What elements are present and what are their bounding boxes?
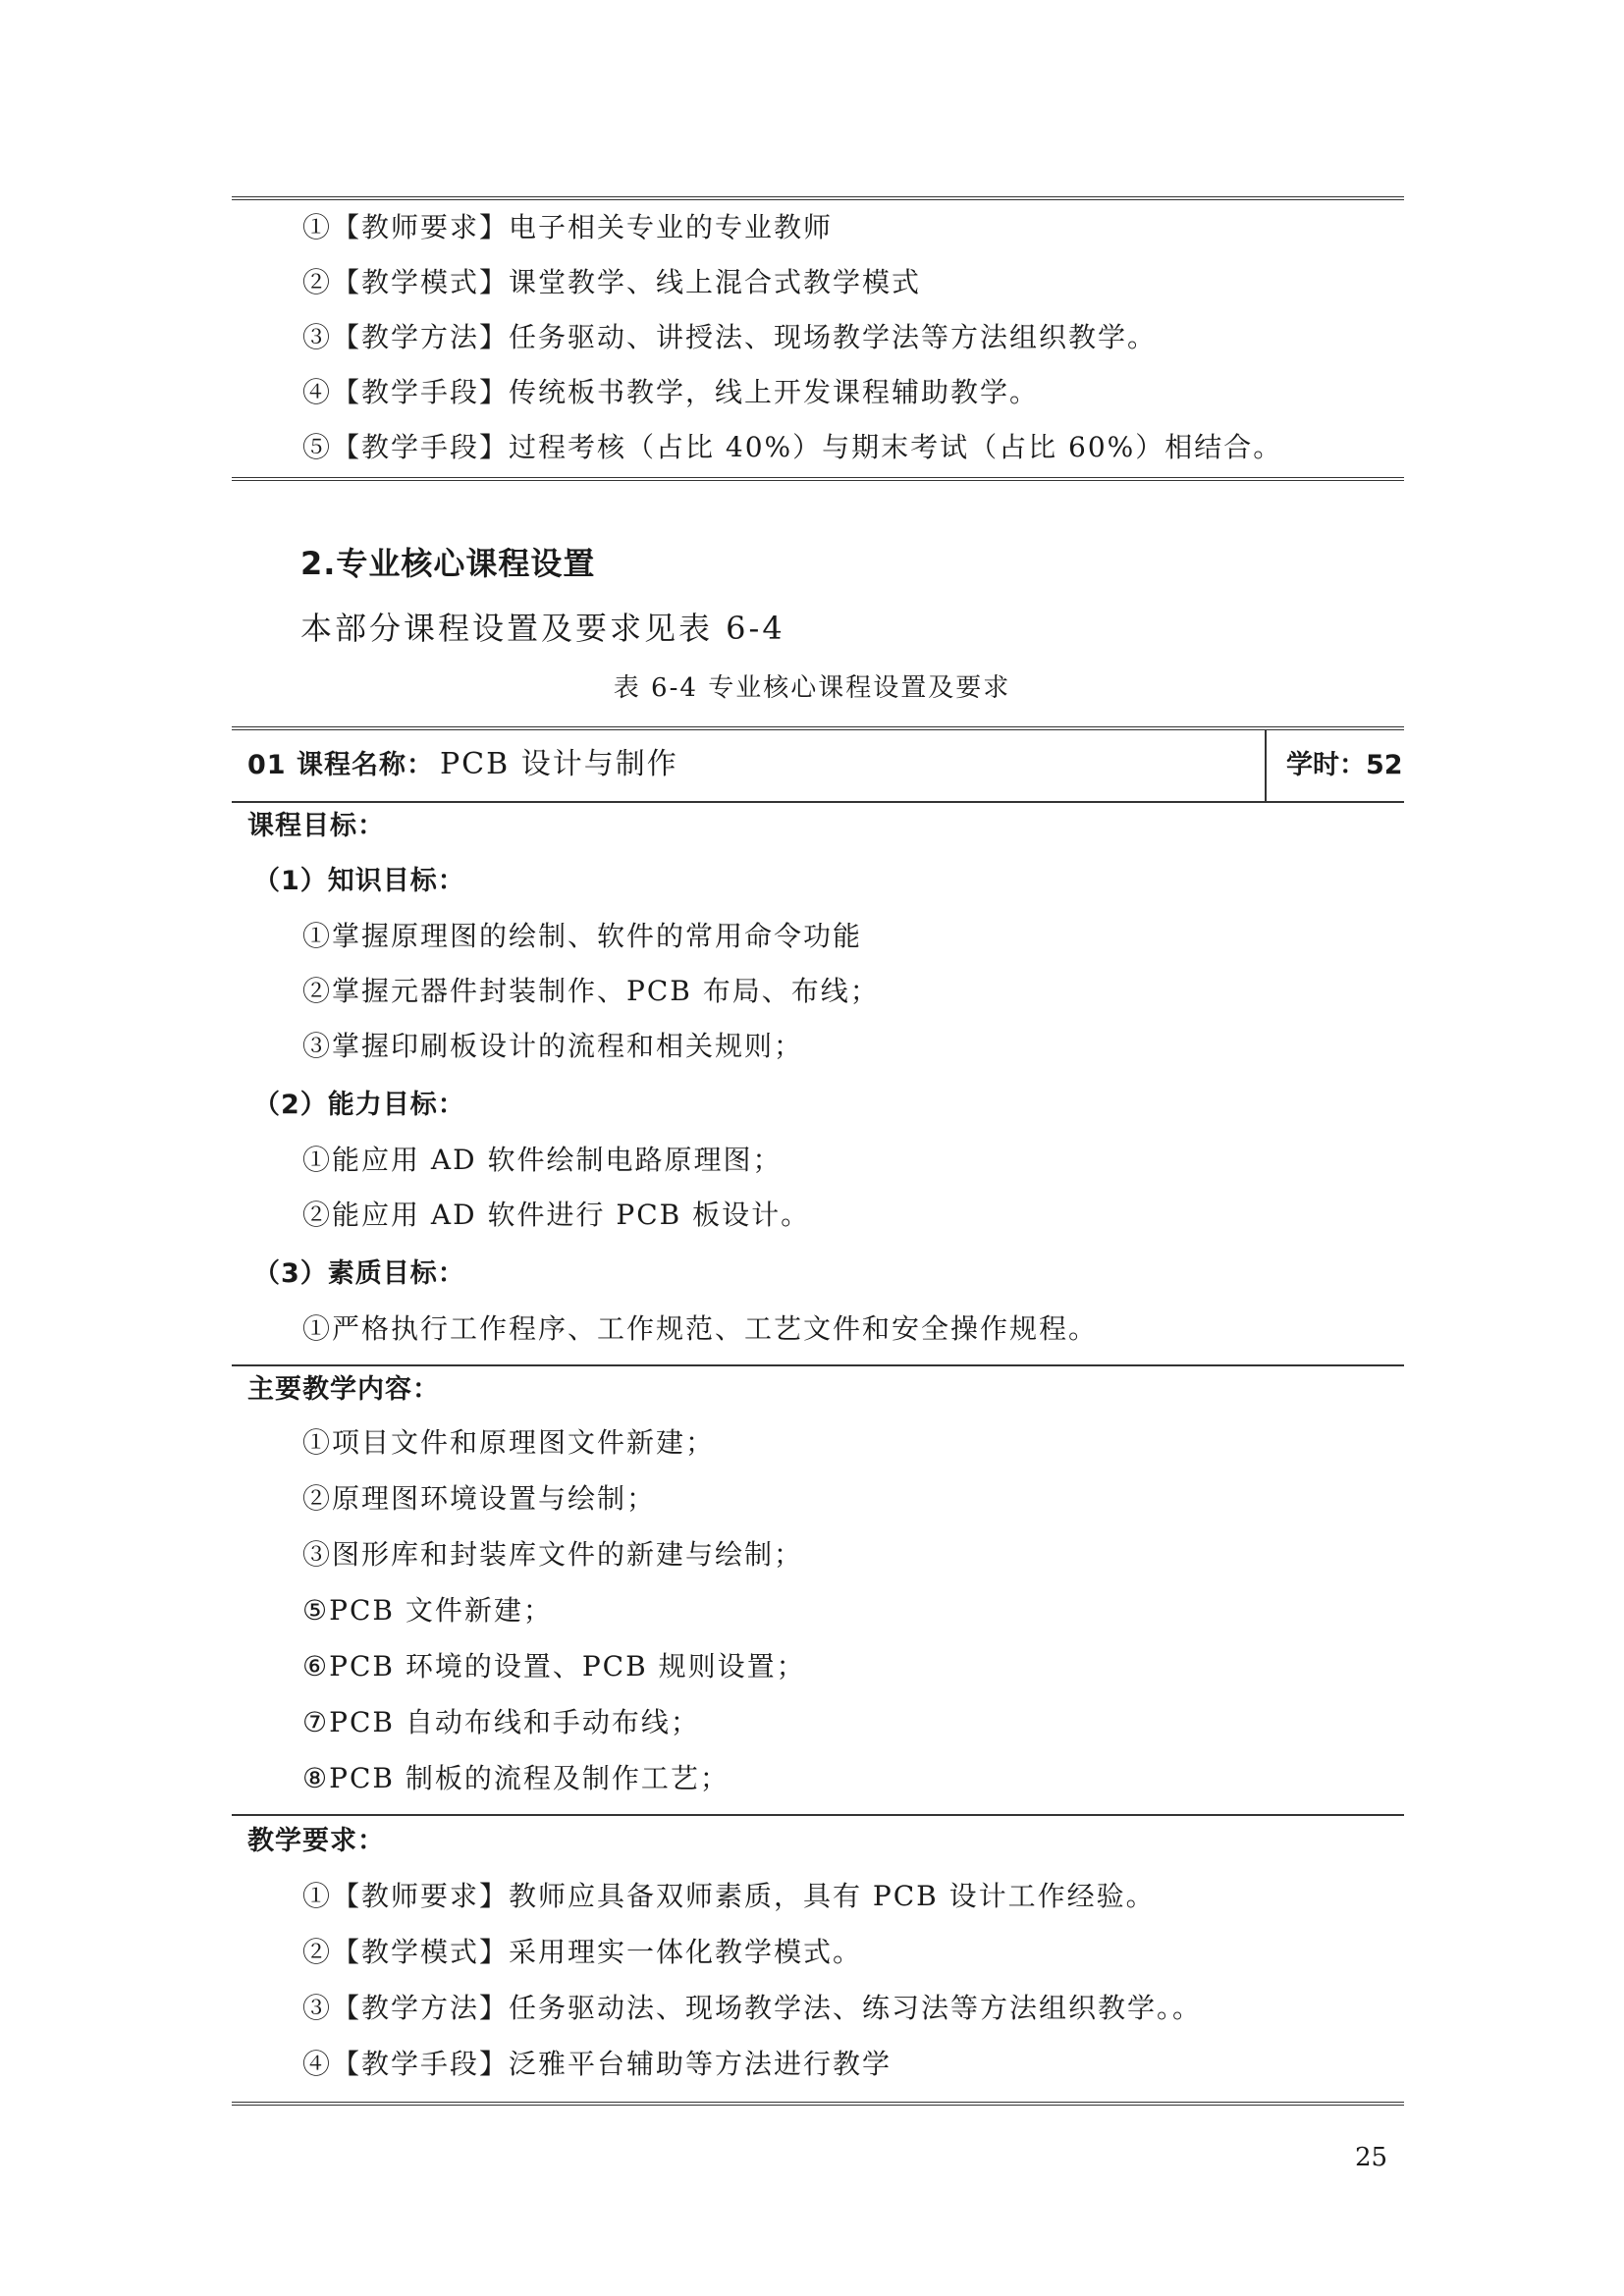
requirement-item: ②【教学模式】采用理实一体化教学模式。 [302,1936,863,1968]
knowledge-goal: ①掌握原理图的绘制、软件的常用命令功能 [302,920,863,952]
knowledge-goals-label: （1）知识目标： [253,866,465,896]
ability-goals-label: （2）能力目标： [253,1090,465,1120]
page-number: 25 [1355,2143,1388,2172]
requirements-label: 教学要求： [247,1826,385,1856]
row-separator [232,1364,1404,1366]
knowledge-goal: ②掌握元器件封装制作、PCB 布局、布线； [302,975,880,1007]
requirement-line: ③【教学方法】任务驱动、讲授法、现场教学法等方法组织教学。 [302,321,1158,353]
content-item: ⑥PCB 环境的设置、PCB 规则设置； [302,1650,806,1682]
content-item: ②原理图环境设置与绘制； [302,1482,657,1515]
table-header-row [232,730,1404,803]
previous-course-requirements [232,196,1404,481]
requirement-line: ④【教学手段】传统板书教学，线上开发课程辅助教学。 [302,376,1040,408]
content-item: ①项目文件和原理图文件新建； [302,1426,716,1459]
requirement-line: ②【教学模式】课堂教学、线上混合式教学模式 [302,266,922,298]
requirement-item: ④【教学手段】泛雅平台辅助等方法进行教学 [302,2048,893,2080]
knowledge-goal: ③掌握印刷板设计的流程和相关规则； [302,1030,804,1062]
quality-goal: ①严格执行工作程序、工作规范、工艺文件和安全操作规程。 [302,1312,1099,1345]
core-course-table [232,726,1404,2106]
row-separator [232,1814,1404,1816]
course-hours: 学时：52 [1286,750,1403,780]
goals-label: 课程目标： [247,811,385,841]
header-divider [1265,730,1267,801]
content-item: ⑧PCB 制板的流程及制作工艺； [302,1762,730,1794]
section-intro: 本部分课程设置及要求见表 6-4 [300,610,785,647]
quality-goals-label: （3）素质目标： [253,1258,465,1289]
requirement-item: ③【教学方法】任务驱动法、现场教学法、练习法等方法组织教学。。 [302,1992,1203,2024]
requirement-item: ①【教师要求】教师应具备双师素质，具有 PCB 设计工作经验。 [302,1880,1156,1912]
section-title: 2.专业核心课程设置 [300,545,596,582]
content-item: ⑤PCB 文件新建； [302,1594,553,1627]
content-item: ③图形库和封装库文件的新建与绘制； [302,1538,804,1571]
content-label: 主要教学内容： [247,1374,440,1405]
requirement-line: ①【教师要求】电子相关专业的专业教师 [302,211,834,243]
content-item: ⑦PCB 自动布线和手动布线； [302,1706,700,1738]
ability-goal: ②能应用 AD 软件进行 PCB 板设计。 [302,1199,811,1231]
course-name-label: 01 课程名称： [247,750,434,780]
course-name: PCB 设计与制作 [440,747,678,781]
ability-goal: ①能应用 AD 软件绘制电路原理图； [302,1144,783,1176]
table-caption: 表 6-4 专业核心课程设置及要求 [613,673,1011,703]
requirement-line: ⑤【教学手段】过程考核（占比 40%）与期末考试（占比 60%）相结合。 [302,431,1283,463]
